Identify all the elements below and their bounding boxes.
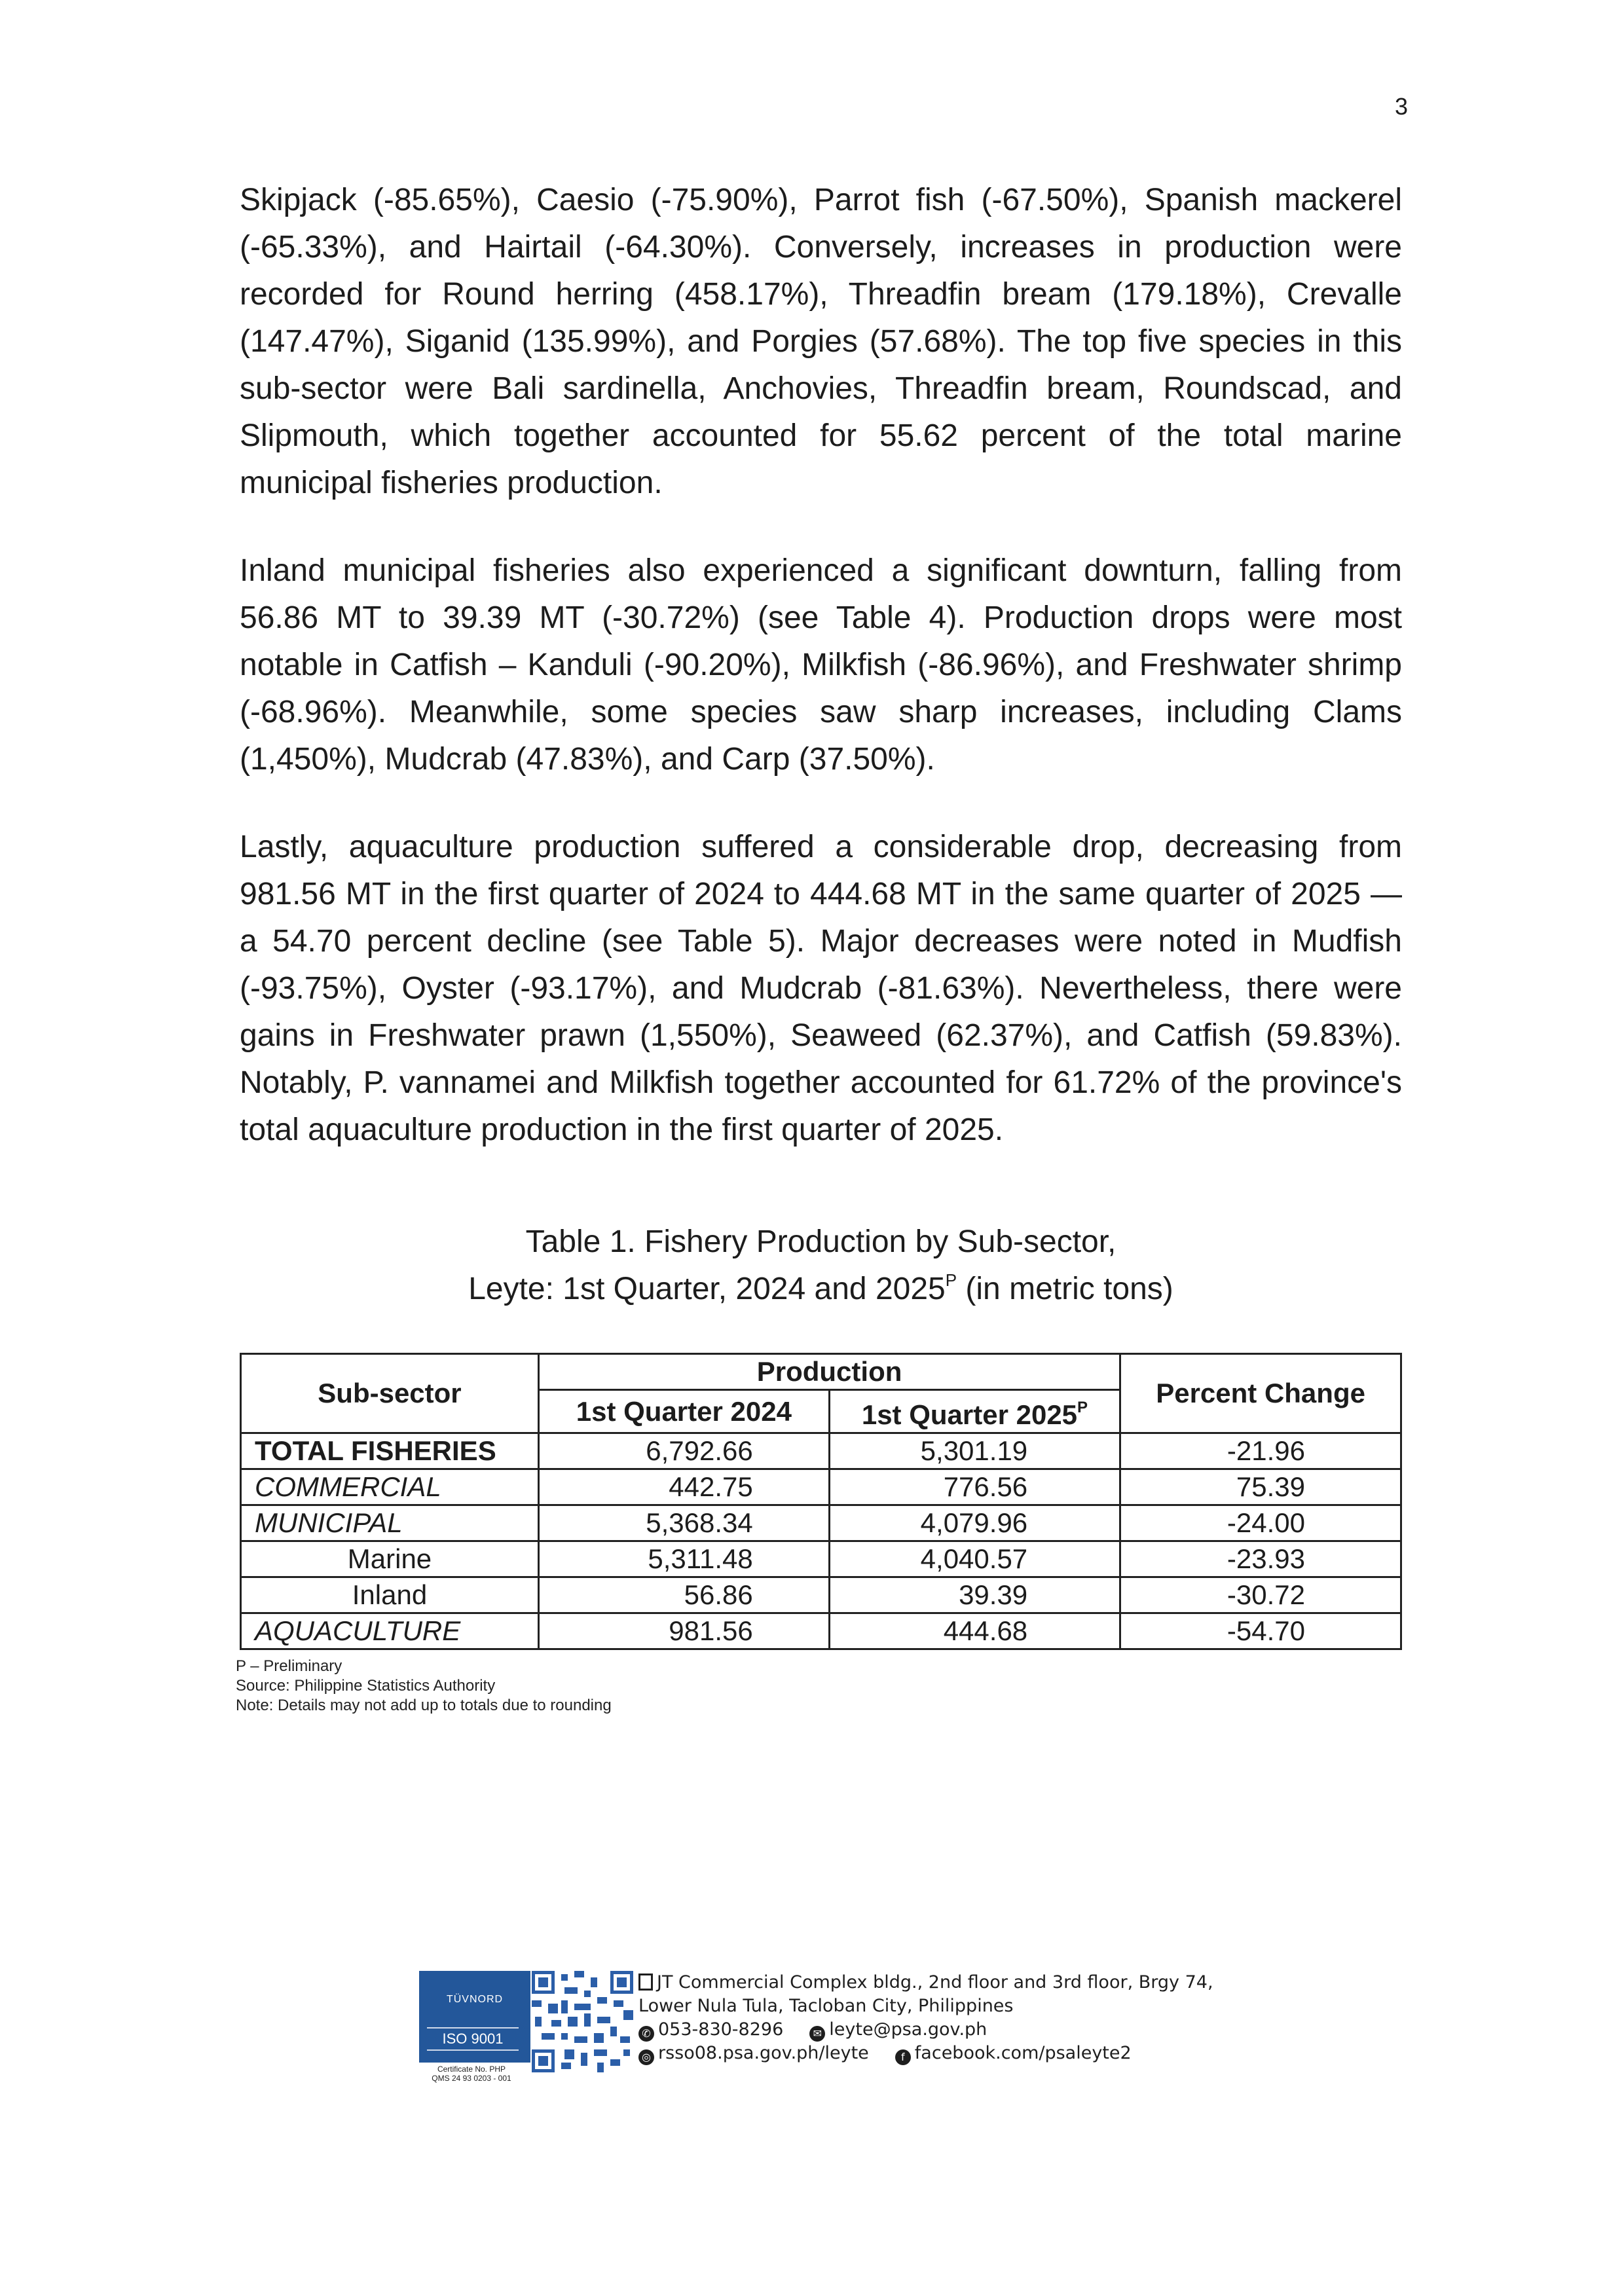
table-row [241,1613,1401,1649]
certificate-number-line2: QMS 24 93 0203 - 001 [432,2074,511,2083]
cell-q2024: 442.75 [538,1469,829,1505]
row-label: AQUACULTURE [241,1613,539,1649]
contact-info [638,1971,1326,2065]
caption-period: Leyte: 1st Quarter, 2024 and 2025 [468,1272,946,1306]
cell-percent-change: -23.93 [1120,1541,1401,1577]
row-label: COMMERCIAL [241,1469,539,1505]
cell-q2024: 56.86 [538,1577,829,1613]
header-percent-change: Percent Change [1120,1354,1401,1433]
cell-q2025: 444.68 [829,1613,1120,1649]
row-label: Marine [241,1541,539,1577]
table-row [241,1433,1401,1469]
address-line1: JT Commercial Complex bldg., 2nd floor and 3rd floor, Brgy 74, [657,1972,1213,1992]
table-notes [236,1657,612,1716]
address-line2: Lower Nula Tula, Tacloban City, Philippines [638,1996,1014,2016]
address-line2-row [638,1994,1326,2018]
paragraph-aquaculture: Lastly, aquaculture production suffered a considerable drop, decreasing from 981.56 MT in the first quarter of 2024 to 444.68 MT in the same quarter of 2025 — a 54.70 percent decline (see Table 5). Major decreases were noted in Mudfish (-93.75%), Oyster (-93.17%), and Mudcrab (-81.63%). Nevertheless, there were gains in Freshwater prawn (1,550%), Seaweed (62.37%), and Catfish (59.83%). Notably, P. vannamei and Milkfish together accounted for 61.72% of the province's total aquaculture production in the first quarter of 2025. [240,830,1402,1147]
cell-q2025: 4,040.57 [829,1541,1120,1577]
header-q2025-preliminary-mark: P [1077,1399,1088,1416]
cell-q2025: 5,301.19 [829,1433,1120,1469]
paragraph-marine-species: Skipjack (-85.65%), Caesio (-75.90%), Parrot fish (-67.50%), Spanish mackerel (-65.33%), and Hairtail (-64.30%). Conversely, increases in production were recorded for Round herring (458.17%), Threadfin bream (179.18%), Crevalle (147.47%), Siganid (135.99%), and Porgies (57.68%). The top five species in this sub-sector were Bali sardinella, Anchovies, Threadfin bream, Roundscad, and Slipmouth, which together accounted for 55.62 percent of the total marine municipal fisheries production. [240,183,1402,500]
table-caption-line2 [240,1261,1402,1308]
cell-q2025: 39.39 [829,1577,1120,1613]
address-line1-row [638,1971,1326,1994]
body-text [240,177,1402,1194]
facebook-link[interactable]: facebook.com/psaleyte2 [914,2043,1132,2063]
phone-icon: ✆ [638,2026,654,2042]
note-source: Source: Philippine Statistics Authority [236,1677,496,1695]
cell-percent-change: -54.70 [1120,1613,1401,1649]
footer [406,1971,1323,2102]
iso-label: ISO 9001 [427,2027,519,2051]
row-label: TOTAL FISHERIES [241,1433,539,1469]
table-row [241,1469,1401,1505]
website-link[interactable]: rsso08.psa.gov.ph/leyte [658,2043,869,2063]
cell-percent-change: -24.00 [1120,1505,1401,1541]
email-icon: ✉ [809,2026,825,2042]
cell-q2025: 776.56 [829,1469,1120,1505]
header-q2025 [829,1390,1120,1433]
qr-code-icon [532,1971,633,2072]
certifier-logo: TÜVNORD [446,1994,504,2005]
fishery-production-table [240,1353,1402,1650]
table-caption-line1: Table 1. Fishery Production by Sub-sector, [525,1224,1116,1259]
caption-preliminary-mark: P [945,1270,957,1290]
cell-q2024: 6,792.66 [538,1433,829,1469]
header-q2024: 1st Quarter 2024 [538,1390,829,1433]
phone-email-row [638,2018,1326,2042]
building-icon [638,1974,653,1991]
cell-q2025: 4,079.96 [829,1505,1120,1541]
paragraph-inland: Inland municipal fisheries also experienced a significant downturn, falling from 56.86 MT to 39.39 MT (-30.72%) (see Table 4). Production drops were most notable in Catfish – Kanduli (-90.20%), Milkfish (-86.96%), and Freshwater shrimp (-68.96%). Meanwhile, some species saw sharp increases, including Clams (1,450%), Mudcrab (47.83%), and Carp (37.50%). [240,553,1402,777]
table-row [241,1541,1401,1577]
cell-q2024: 5,368.34 [538,1505,829,1541]
email-link[interactable]: leyte@psa.gov.ph [829,2019,987,2040]
cell-percent-change: -21.96 [1120,1433,1401,1469]
note-preliminary: P – Preliminary [236,1657,342,1675]
cell-q2024: 981.56 [538,1613,829,1649]
row-label: MUNICIPAL [241,1505,539,1541]
table-row [241,1505,1401,1541]
header-subsector: Sub-sector [241,1354,539,1433]
certificate-number [406,2065,537,2083]
table-row [241,1577,1401,1613]
note-rounding: Note: Details may not add up to totals due to rounding [236,1697,612,1714]
web-row [638,2042,1326,2065]
table-caption [240,1223,1402,1308]
cell-q2024: 5,311.48 [538,1541,829,1577]
cell-percent-change: -30.72 [1120,1577,1401,1613]
header-production: Production [538,1354,1120,1390]
cell-percent-change: 75.39 [1120,1469,1401,1505]
globe-icon: ◎ [638,2049,654,2065]
header-q2025-label: 1st Quarter 2025 [861,1399,1078,1430]
facebook-icon: f [895,2049,911,2065]
iso-certification-badge [419,1971,530,2063]
caption-unit: (in metric tons) [957,1272,1173,1306]
certificate-number-line1: Certificate No. PHP [437,2065,506,2074]
page-number: 3 [1394,93,1408,120]
row-label: Inland [241,1577,539,1613]
phone-number: 053-830-8296 [658,2019,784,2040]
